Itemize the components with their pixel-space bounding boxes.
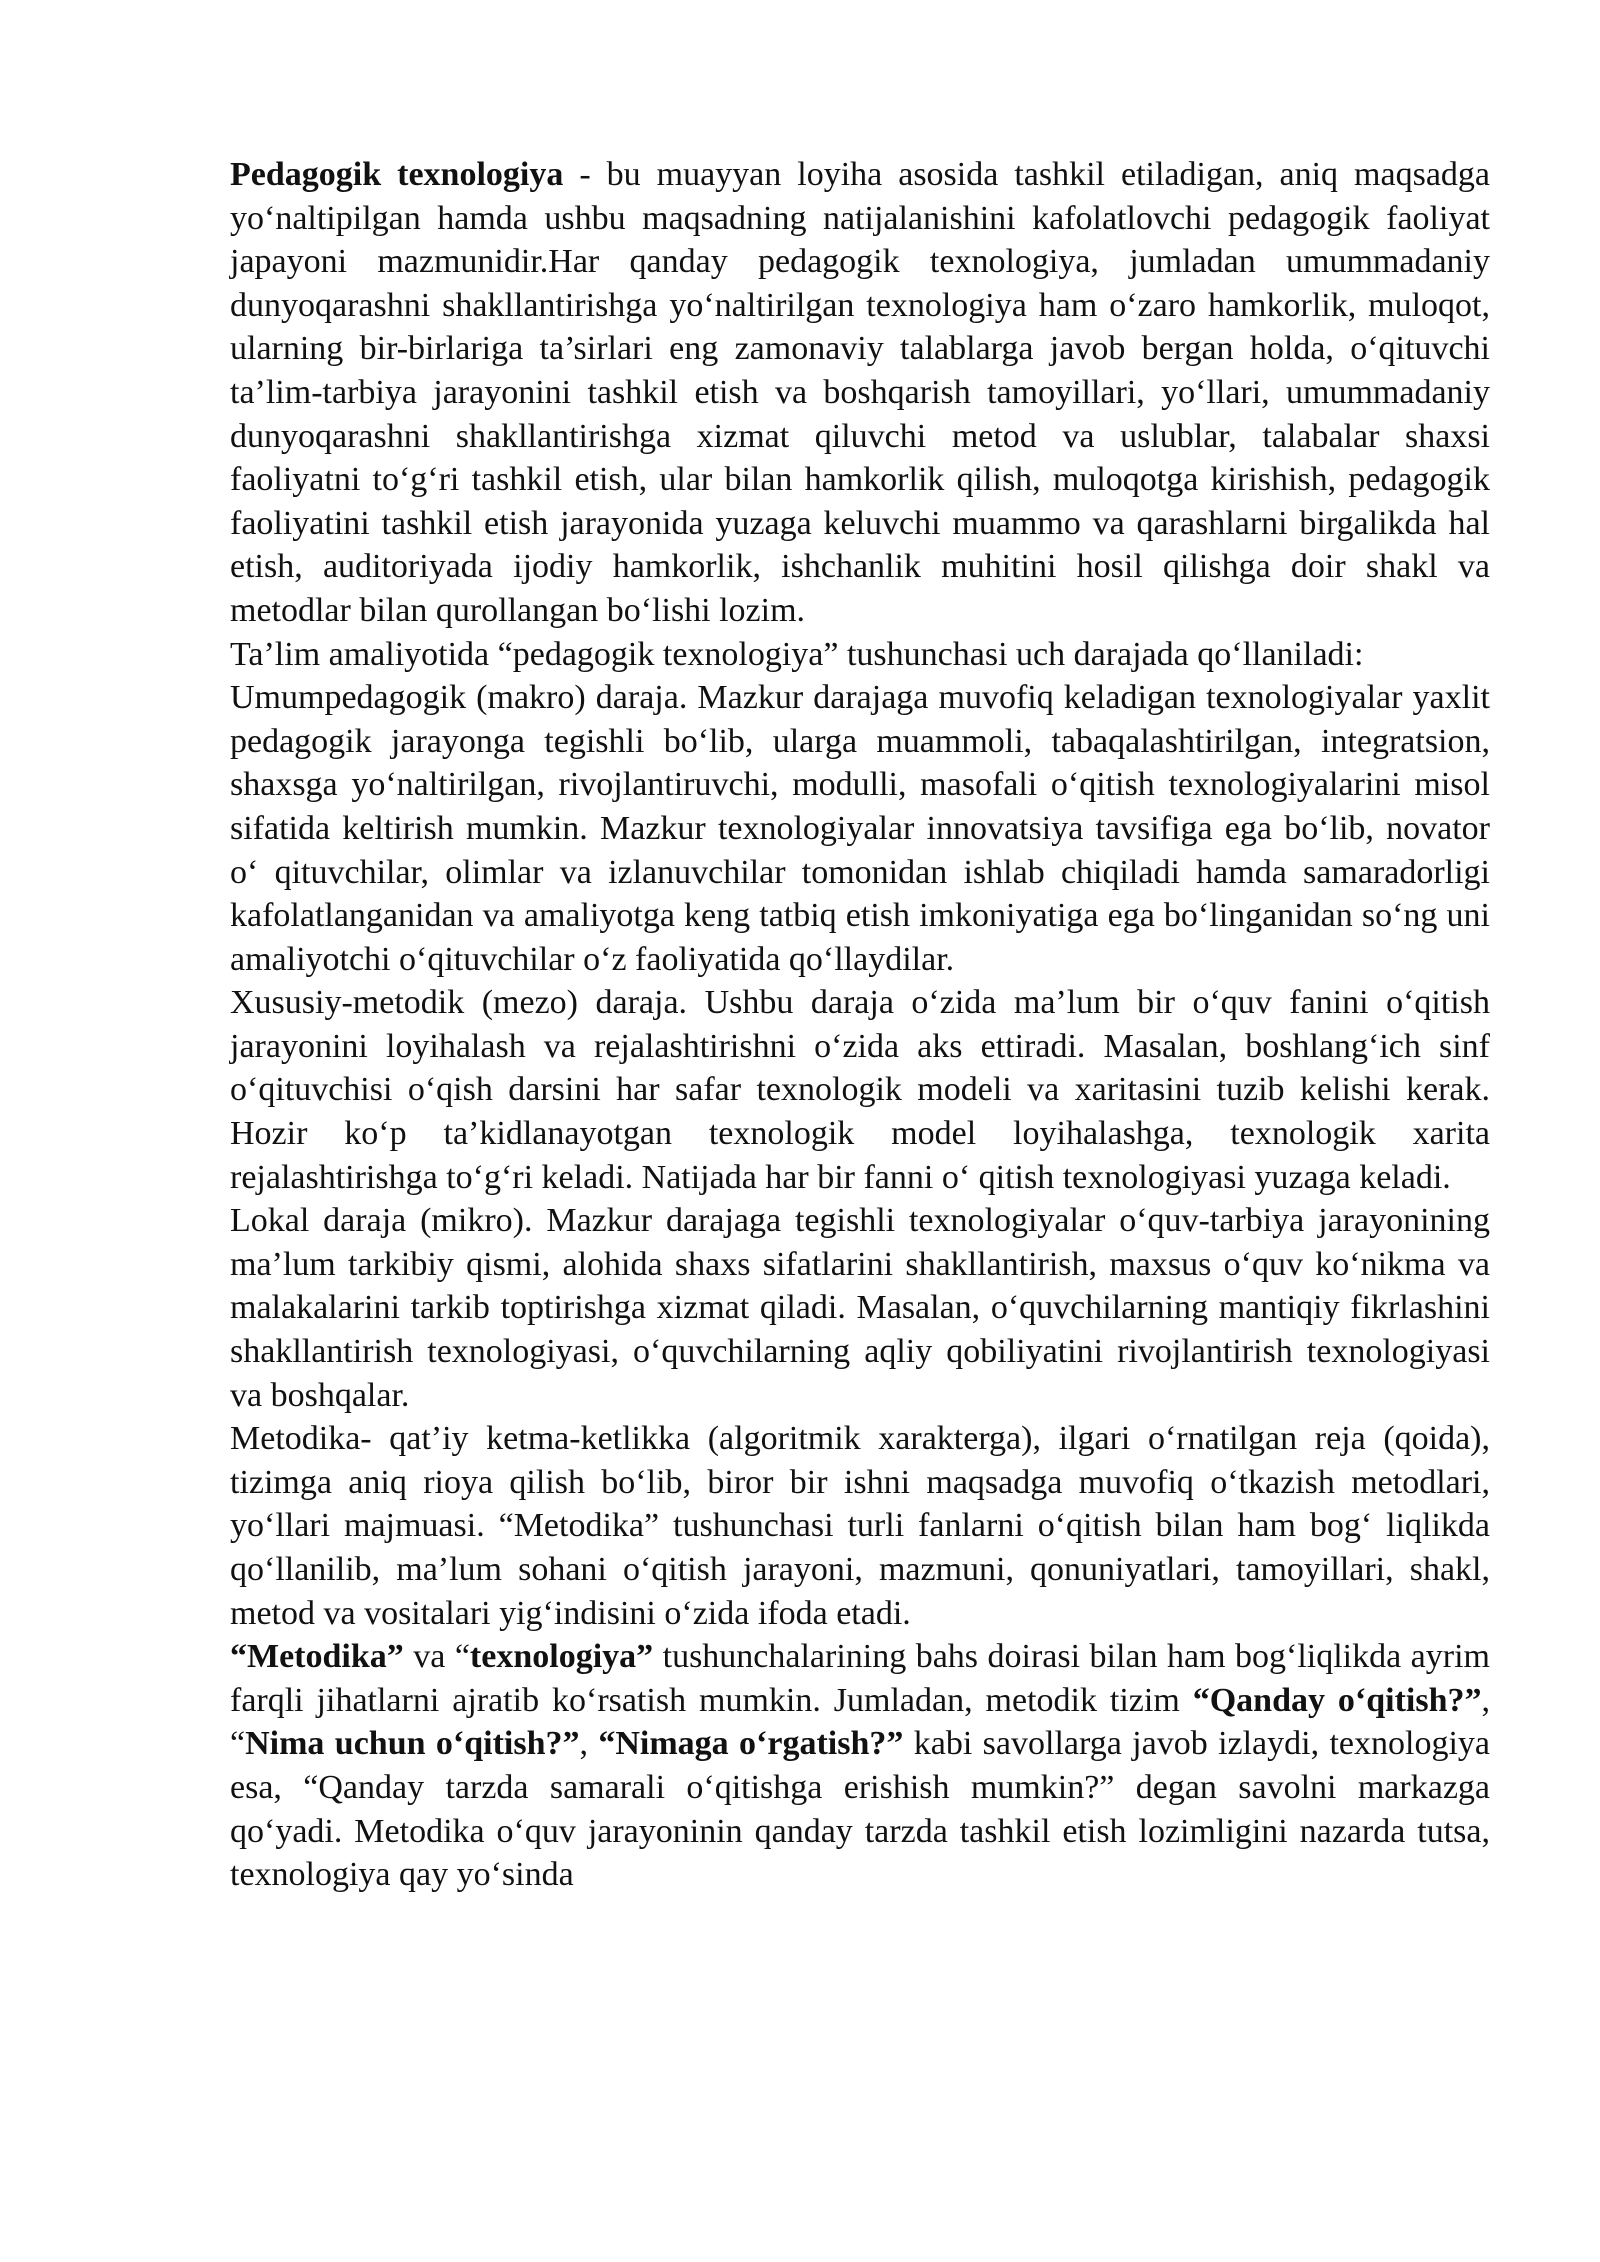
paragraph-micro-level: Lokal daraja (mikro). Mazkur darajaga tegishli texnologiyalar o‘quv-tarbiya jarayonining ma’lum tarkibiy qismi, alohida shaxs sifatlarini shakllantirish, maxsus o‘quv ko‘nikma va malakalarini tarkib toptirishga xizmat qiladi. Masalan, o‘quvchilarning mantiqiy fikrlashini shakllantirish texnologiyasi, o‘quvchilarning aqliy qobiliyatini rivojlantirish texnologiyasi va boshqalar. bbox=[230, 1202, 1490, 1414]
text-segment: kabi savollarga javob izlaydi, texnologiya esa, “Qanday tarzda samarali o‘qitishga erishish mumkin?” degan savolni markazga qo‘yadi. Metodika o‘quv jarayoninin qanday tarzda tashkil etish lozimligini nazarda tutsa, texnologiya qay yo‘sinda bbox=[230, 1725, 1490, 1894]
text-segment: , “ bbox=[230, 1681, 1491, 1763]
paragraph-metodika-definition: Metodika- qat’iy ketma-ketlikka (algoritmik xarakterga), ilgari o‘rnatilgan reja (qoida), tizimga aniq rioya qilish bo‘lib, biror bir ishni maqsadga muvofiq o‘tkazish metodlari, yo‘llari majmuasi. “Metodika” tushunchasi turli fanlarni o‘qitish bilan ham bog‘ liqlikda qo‘llanilib, ma’lum sohani o‘qitish jarayoni, mazmuni, qonuniyatlari, tamoyillari, shakl, metod va vositalari yig‘indisini o‘zida ifoda etadi. bbox=[230, 1420, 1490, 1632]
question-qanday-oqitish: “Qanday o‘qitish?” bbox=[1192, 1681, 1482, 1719]
question-nima-uchun-oqitish: Nima uchun o‘qitish?” bbox=[245, 1725, 580, 1763]
term-metodika: “Metodika” bbox=[230, 1638, 404, 1676]
paragraph-definition bbox=[230, 153, 1490, 633]
question-nimaga-orgatish: “Nimaga o‘rgatish?” bbox=[598, 1725, 904, 1763]
document-body bbox=[230, 153, 1490, 1897]
paragraph-metodika-vs-texnologiya bbox=[230, 1635, 1490, 1897]
paragraph-three-levels: Ta’lim amaliyotida “pedagogik texnologiya” tushunchasi uch darajada qo‘llaniladi: bbox=[230, 635, 1364, 673]
term-pedagogik-texnologiya: Pedagogik texnologiya bbox=[230, 156, 564, 193]
text-segment: , bbox=[579, 1725, 599, 1763]
paragraph-meso-level: Xususiy-metodik (mezo) daraja. Ushbu daraja o‘zida ma’lum bir o‘quv fanini o‘qitish jarayonini loyihalash va rejalashtirishni o‘zida aks ettiradi. Masalan, boshlang‘ich sinf o‘qituvchisi o‘qish darsini har safar texnologik modeli va xaritasini tuzib kelishi kerak. Hozir ko‘p ta’kidlanayotgan texnologik model loyihalashga, texnologik xarita rejalashtirishga to‘g‘ri keladi. Natijada har bir fanni o‘ qitish texnologiyasi yuzaga keladi. bbox=[230, 984, 1490, 1196]
term-texnologiya: texnologiya” bbox=[469, 1638, 654, 1676]
text-segment: tushunchalarining bahs doirasi bilan ham bog‘liqlikda ayrim farqli jihatlarni ajratib ko‘rsatish mumkin. Jumladan, metodik tizim bbox=[230, 1638, 1490, 1719]
paragraph-macro-level: Umumpedagogik (makro) daraja. Mazkur darajaga muvofiq keladigan texnologiyalar yaxlit pedagogik jarayonga tegishli bo‘lib, ularga muammoli, tabaqalashtirilgan, integratsion, shaxsga yo‘naltirilgan, rivojlantiruvchi, modulli, masofali o‘qitish texnologiyalarini misol sifatida keltirish mumkin. Mazkur texnologiyalar innovatsiya tavsifiga ega bo‘lib, novator o‘ qituvchilar, olimlar va izlanuvchilar tomonidan ishlab chiqiladi hamda samaradorligi kafolatlanganidan va amaliyotga keng tatbiq etish imkoniyatiga ega bo‘linganidan so‘ng uni amaliyotchi o‘qituvchilar o‘z faoliyatida qo‘llaydilar. bbox=[230, 679, 1490, 978]
text-segment: va “ bbox=[403, 1638, 470, 1676]
paragraph-definition-text: - bu muayyan loyiha asosida tashkil etiladigan, aniq maqsadga yo‘naltipilgan hamda ushbu maqsadning natijalanishini kafolatlovchi pedagogik faoliyat japayoni mazmunidir.Har qanday pedagogik texnologiya, jumladan umummadaniy dunyoqarashni shakllantirishga yo‘naltirilgan texnologiya ham o‘zaro hamkorlik, muloqot, ularning bir-birlariga ta’sirlari eng zamonaviy talablarga javob bergan holda, o‘qituvchi ta’lim-tarbiya jarayonini tashkil etish va boshqarish tamoyillari, yo‘llari, umummadaniy dunyoqarashni shakllantirishga xizmat qiluvchi metod va uslublar, talabalar shaxsi faoliyatni to‘g‘ri tashkil etish, ular bilan hamkorlik qilish, muloqotga kirishish, pedagogik faoliyatini tashkil etish jarayonida yuzaga keluvchi muammo va qarashlarni birgalikda hal etish, auditoriyada ijodiy hamkorlik, ishchanlik muhitini hosil qilishga doir shakl va metodlar bilan qurollangan bo‘lishi lozim. bbox=[230, 156, 1491, 629]
